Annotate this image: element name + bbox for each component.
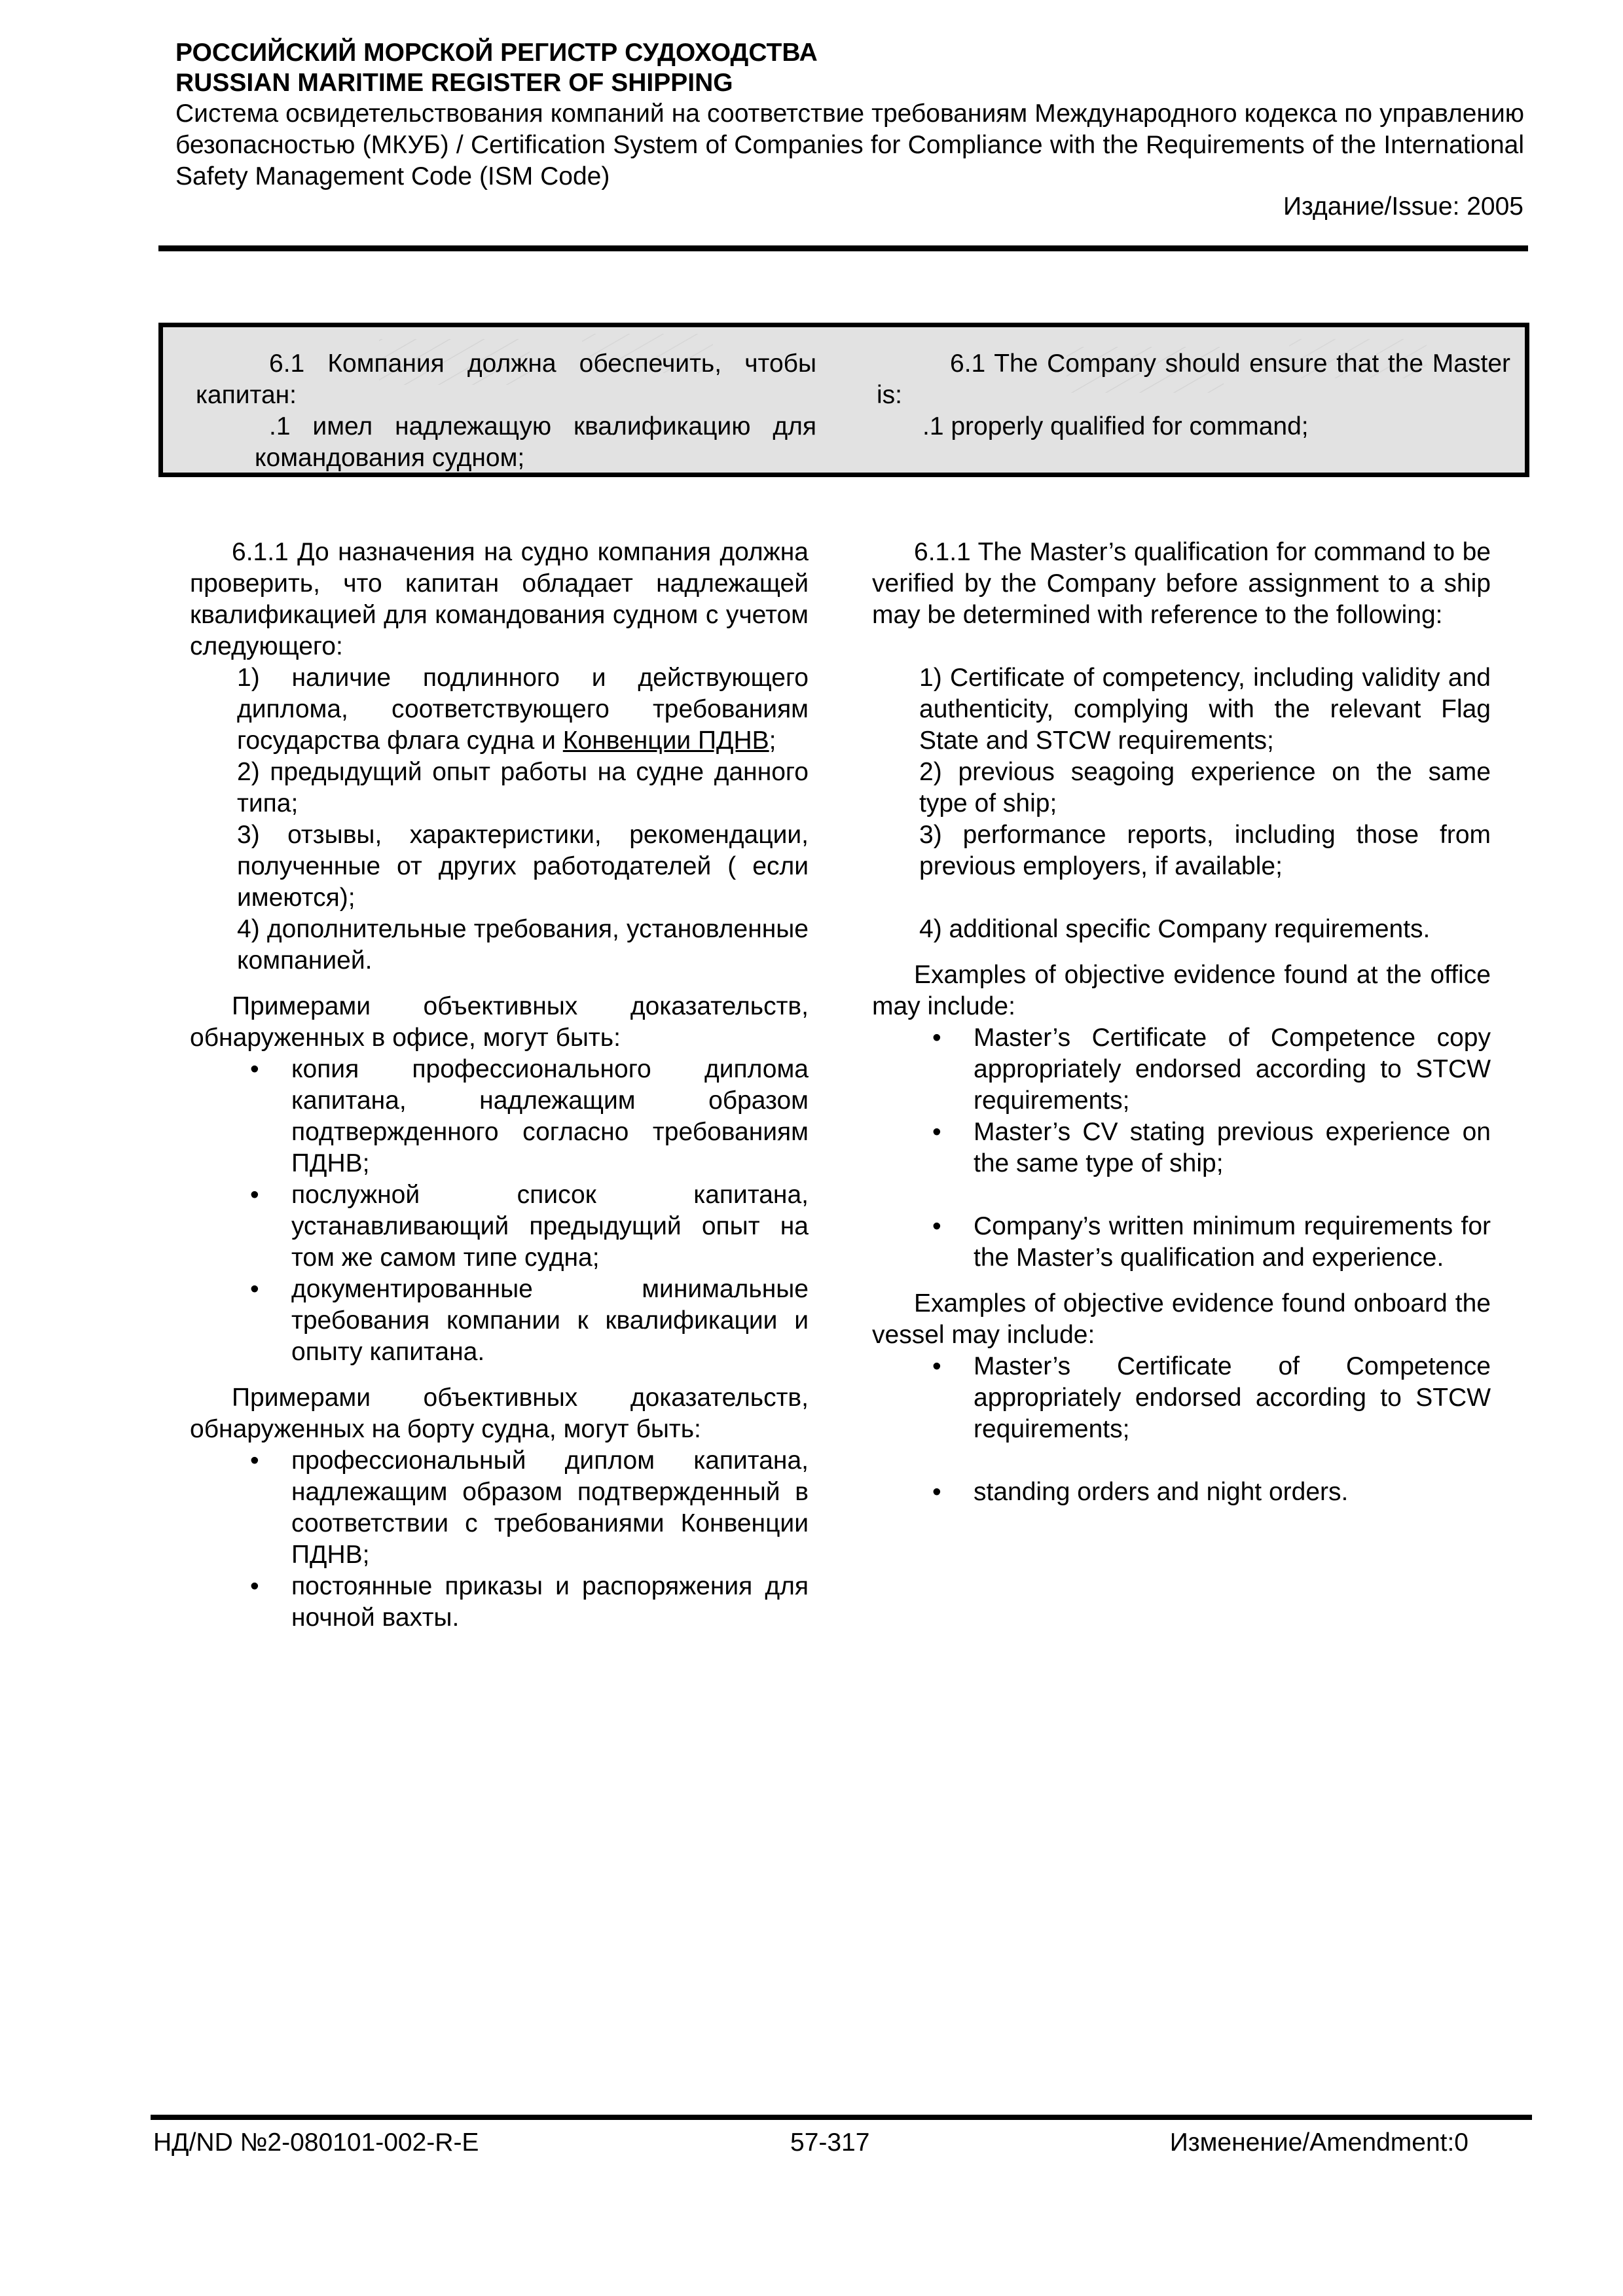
bullet-text: послужной список капитана, устанавливающий предыдущий опыт на том же самом типе судна;	[291, 1181, 809, 1272]
bullet-icon: •	[250, 1446, 259, 1475]
bullet-text: Master’s CV stating previous experience on the same type of ship;	[974, 1118, 1491, 1177]
board-evidence-intro-en: Examples of objective evidence found onboard the vessel may include:	[872, 1289, 1491, 1349]
list-item: 4) дополнительные требования, установленные компанией.	[237, 915, 809, 975]
bullet-icon: •	[932, 1352, 941, 1380]
board-evidence-intro-ru: Примерами объективных доказательств, обнаруженных на борту судна, могут быть:	[190, 1384, 809, 1443]
bullet-icon: •	[250, 1055, 259, 1083]
bullet-item	[872, 1211, 1491, 1274]
criteria-list-ru	[190, 662, 809, 977]
list-item: 3) performance reports, including those from previous employers, if available;	[919, 821, 1491, 880]
bullet-icon: •	[250, 1181, 259, 1209]
bullet-icon: •	[932, 1118, 941, 1146]
header-title-en: RUSSIAN MARITIME REGISTER OF SHIPPING	[175, 69, 733, 97]
bullet-text: Master’s Certificate of Competence copy appropriately endorsed according to STCW requirements;	[974, 1024, 1491, 1115]
bullet-text: Master’s Certificate of Competence appropriately endorsed according to STCW requirements;	[974, 1352, 1491, 1443]
bullet-item	[872, 1022, 1491, 1117]
bullet-item	[872, 1117, 1491, 1179]
header-subtitle: Система освидетельствования компаний на соответствие требованиям Международного кодекса по управлению безопасностью (МКУБ) / Certification System of Companies for Compliance with the Requirements of the International Safety Management Code (ISM Code)	[175, 99, 1524, 190]
bullet-text: Company’s written minimum requirements for the Master’s qualification and experience.	[974, 1212, 1491, 1272]
paragraph-6-1-1-en: 6.1.1 The Master’s qualification for command to be verified by the Company before assignment to a ship may be determined with reference to the following:	[872, 538, 1491, 629]
list-item: 3) отзывы, характеристики, рекомендации, полученные от других работодателей ( если имеются);	[237, 821, 809, 912]
bullet-item	[872, 1351, 1491, 1445]
office-evidence-intro-en: Examples of objective evidence found at the office may include:	[872, 961, 1491, 1020]
list-item	[237, 662, 809, 757]
bullet-text: копия профессионального диплома капитана, надлежащим образом подтвержденного согласно требованиям ПДНВ;	[291, 1055, 809, 1177]
bullet-item	[190, 1274, 809, 1368]
bullet-icon: •	[250, 1275, 259, 1303]
box-en-subclause: .1 properly qualified for command;	[922, 412, 1309, 440]
column-russian	[190, 537, 809, 1634]
bullet-item	[190, 1179, 809, 1274]
box-ru-clause: 6.1 Компания должна обеспечить, чтобы капитан:	[196, 350, 816, 409]
footer-divider	[151, 2115, 1532, 2120]
requirement-box	[158, 323, 1529, 477]
amendment-label: Изменение/Amendment:0	[1169, 2128, 1468, 2157]
list-item: 1) Certificate of competency, including validity and authenticity, complying with the relevant Flag State and STCW requirements;	[919, 664, 1491, 755]
bullet-item	[190, 1571, 809, 1634]
list-item: 4) additional specific Company requirements.	[919, 915, 1431, 943]
bullet-icon: •	[932, 1478, 941, 1506]
bullet-text: постоянные приказы и распоряжения для ночной вахты.	[291, 1572, 809, 1632]
page-number: 57-317	[790, 2128, 870, 2157]
bullet-item	[190, 1445, 809, 1571]
header-divider	[158, 245, 1528, 251]
document-number: НД/ND №2-080101-002-R-E	[153, 2128, 479, 2157]
bullet-text: standing orders and night orders.	[974, 1478, 1349, 1506]
header-title-ru: РОССИЙСКИЙ МОРСКОЙ РЕГИСТР СУДОХОДСТВА	[175, 39, 818, 67]
box-text-en	[877, 348, 1510, 442]
column-english	[872, 537, 1491, 1508]
bullet-icon: •	[250, 1572, 259, 1600]
bullet-item	[872, 1477, 1491, 1508]
list-item-text: 1) наличие подлинного и действующего диплома, соответствующего требованиям государства флага судна и	[237, 664, 809, 755]
page-header	[175, 38, 1524, 192]
bullet-item	[190, 1054, 809, 1179]
box-en-clause: 6.1 The Company should ensure that the Master is:	[877, 350, 1510, 409]
criteria-list-en	[872, 662, 1491, 945]
issue-label: Издание/Issue: 2005	[1283, 192, 1523, 221]
stcw-convention-link[interactable]: Конвенции ПДНВ	[562, 726, 769, 755]
list-item: 2) previous seagoing experience on the same type of ship;	[919, 758, 1491, 817]
paragraph-6-1-1-ru: 6.1.1 До назначения на судно компания должна проверить, что капитан обладает надлежащей квалификацией для командования судном с учетом следующего:	[190, 538, 809, 660]
list-item: 2) предыдущий опыт работы на судне данного типа;	[237, 758, 809, 817]
bullet-text: документированные минимальные требования компании к квалификации и опыту капитана.	[291, 1275, 809, 1366]
bullet-icon: •	[932, 1024, 941, 1052]
box-ru-subclause: .1 имел надлежащую квалификацию для командования судном;	[255, 412, 816, 472]
bullet-text: профессиональный диплом капитана, надлежащим образом подтвержденный в соответствии с требованиями Конвенции ПДНВ;	[291, 1446, 809, 1569]
office-evidence-intro-ru: Примерами объективных доказательств, обнаруженных в офисе, могут быть:	[190, 992, 809, 1052]
list-item-suffix: ;	[769, 726, 776, 755]
bullet-icon: •	[932, 1212, 941, 1240]
box-text-ru	[196, 348, 816, 474]
